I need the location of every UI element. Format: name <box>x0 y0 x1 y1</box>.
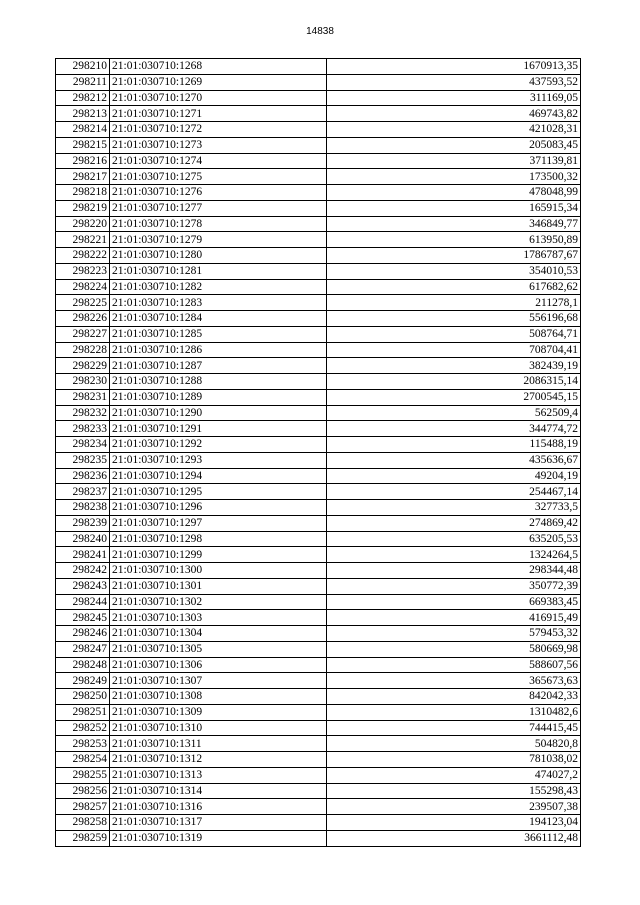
row-number-cell: 298212 <box>56 90 110 106</box>
cadastral-number-cell: 21:01:030710:1296 <box>110 500 327 516</box>
row-number-cell: 298250 <box>56 689 110 705</box>
row-number-cell: 298245 <box>56 610 110 626</box>
table-row <box>56 799 581 815</box>
cadastral-number-cell: 21:01:030710:1277 <box>110 200 327 216</box>
row-number-cell: 298229 <box>56 358 110 374</box>
table-row <box>56 74 581 90</box>
cadastral-value-table <box>55 58 581 847</box>
table-row <box>56 531 581 547</box>
table-row <box>56 216 581 232</box>
cadastral-number-cell: 21:01:030710:1286 <box>110 342 327 358</box>
cadastral-value-cell: 588607,56 <box>327 657 581 673</box>
row-number-cell: 298230 <box>56 374 110 390</box>
cadastral-value-cell: 155298,43 <box>327 783 581 799</box>
page-number: 14838 <box>306 26 334 37</box>
cadastral-number-cell: 21:01:030710:1284 <box>110 311 327 327</box>
row-number-cell: 298227 <box>56 326 110 342</box>
table-row <box>56 452 581 468</box>
row-number-cell: 298233 <box>56 421 110 437</box>
cadastral-value-cell: 508764,71 <box>327 326 581 342</box>
cadastral-number-cell: 21:01:030710:1279 <box>110 232 327 248</box>
table-row <box>56 783 581 799</box>
row-number-cell: 298217 <box>56 169 110 185</box>
cadastral-number-cell: 21:01:030710:1314 <box>110 783 327 799</box>
table-row <box>56 515 581 531</box>
cadastral-number-cell: 21:01:030710:1312 <box>110 752 327 768</box>
cadastral-number-cell: 21:01:030710:1301 <box>110 578 327 594</box>
table-row <box>56 767 581 783</box>
cadastral-number-cell: 21:01:030710:1307 <box>110 673 327 689</box>
cadastral-value-cell: 3661112,48 <box>327 830 581 846</box>
table-row <box>56 641 581 657</box>
cadastral-value-cell: 478048,99 <box>327 185 581 201</box>
cadastral-number-cell: 21:01:030710:1268 <box>110 59 327 75</box>
cadastral-value-cell: 669383,45 <box>327 594 581 610</box>
cadastral-value-cell: 211278,1 <box>327 295 581 311</box>
table-row <box>56 90 581 106</box>
row-number-cell: 298259 <box>56 830 110 846</box>
cadastral-number-cell: 21:01:030710:1276 <box>110 185 327 201</box>
cadastral-value-cell: 371139,81 <box>327 153 581 169</box>
table-row <box>56 295 581 311</box>
table-row <box>56 626 581 642</box>
row-number-cell: 298236 <box>56 468 110 484</box>
cadastral-number-cell: 21:01:030710:1272 <box>110 122 327 138</box>
cadastral-value-cell: 350772,39 <box>327 578 581 594</box>
cadastral-value-cell: 617682,62 <box>327 279 581 295</box>
table-row <box>56 169 581 185</box>
row-number-cell: 298257 <box>56 799 110 815</box>
row-number-cell: 298221 <box>56 232 110 248</box>
cadastral-number-cell: 21:01:030710:1289 <box>110 389 327 405</box>
cadastral-value-cell: 239507,38 <box>327 799 581 815</box>
cadastral-value-cell: 115488,19 <box>327 437 581 453</box>
row-number-cell: 298253 <box>56 736 110 752</box>
cadastral-value-cell: 194123,04 <box>327 815 581 831</box>
row-number-cell: 298215 <box>56 137 110 153</box>
cadastral-value-cell: 416915,49 <box>327 610 581 626</box>
table-body <box>56 59 581 847</box>
row-number-cell: 298213 <box>56 106 110 122</box>
row-number-cell: 298238 <box>56 500 110 516</box>
cadastral-value-cell: 382439,19 <box>327 358 581 374</box>
cadastral-number-cell: 21:01:030710:1316 <box>110 799 327 815</box>
cadastral-value-cell: 1670913,35 <box>327 59 581 75</box>
table-row <box>56 547 581 563</box>
cadastral-value-cell: 556196,68 <box>327 311 581 327</box>
table-row <box>56 232 581 248</box>
row-number-cell: 298237 <box>56 484 110 500</box>
table-row <box>56 563 581 579</box>
cadastral-value-cell: 1786787,67 <box>327 248 581 264</box>
cadastral-value-cell: 354010,53 <box>327 263 581 279</box>
table-row <box>56 59 581 75</box>
cadastral-number-cell: 21:01:030710:1290 <box>110 405 327 421</box>
table-row <box>56 657 581 673</box>
cadastral-number-cell: 21:01:030710:1291 <box>110 421 327 437</box>
row-number-cell: 298241 <box>56 547 110 563</box>
table-row <box>56 830 581 846</box>
table-row <box>56 578 581 594</box>
cadastral-value-cell: 2086315,14 <box>327 374 581 390</box>
cadastral-value-cell: 579453,32 <box>327 626 581 642</box>
cadastral-number-cell: 21:01:030710:1280 <box>110 248 327 264</box>
cadastral-number-cell: 21:01:030710:1304 <box>110 626 327 642</box>
table-row <box>56 815 581 831</box>
row-number-cell: 298242 <box>56 563 110 579</box>
cadastral-number-cell: 21:01:030710:1269 <box>110 74 327 90</box>
cadastral-value-cell: 435636,67 <box>327 452 581 468</box>
cadastral-number-cell: 21:01:030710:1270 <box>110 90 327 106</box>
table-row <box>56 374 581 390</box>
cadastral-value-cell: 346849,77 <box>327 216 581 232</box>
table-row <box>56 736 581 752</box>
table-row <box>56 704 581 720</box>
row-number-cell: 298239 <box>56 515 110 531</box>
cadastral-value-cell: 613950,89 <box>327 232 581 248</box>
cadastral-number-cell: 21:01:030710:1300 <box>110 563 327 579</box>
cadastral-number-cell: 21:01:030710:1308 <box>110 689 327 705</box>
row-number-cell: 298214 <box>56 122 110 138</box>
table-row <box>56 673 581 689</box>
cadastral-number-cell: 21:01:030710:1303 <box>110 610 327 626</box>
cadastral-value-cell: 327733,5 <box>327 500 581 516</box>
cadastral-value-cell: 580669,98 <box>327 641 581 657</box>
table-row <box>56 437 581 453</box>
cadastral-value-cell: 274869,42 <box>327 515 581 531</box>
table-row <box>56 500 581 516</box>
cadastral-value-cell: 469743,82 <box>327 106 581 122</box>
table-row <box>56 689 581 705</box>
cadastral-number-cell: 21:01:030710:1297 <box>110 515 327 531</box>
table-row <box>56 279 581 295</box>
cadastral-value-cell: 842042,33 <box>327 689 581 705</box>
cadastral-value-cell: 311169,05 <box>327 90 581 106</box>
cadastral-value-cell: 474027,2 <box>327 767 581 783</box>
row-number-cell: 298249 <box>56 673 110 689</box>
cadastral-value-cell: 298344,48 <box>327 563 581 579</box>
cadastral-number-cell: 21:01:030710:1317 <box>110 815 327 831</box>
table-row <box>56 311 581 327</box>
cadastral-number-cell: 21:01:030710:1298 <box>110 531 327 547</box>
row-number-cell: 298235 <box>56 452 110 468</box>
cadastral-value-cell: 344774,72 <box>327 421 581 437</box>
row-number-cell: 298220 <box>56 216 110 232</box>
cadastral-value-cell: 365673,63 <box>327 673 581 689</box>
table-row <box>56 342 581 358</box>
cadastral-value-cell: 1310482,6 <box>327 704 581 720</box>
table-row <box>56 248 581 264</box>
row-number-cell: 298211 <box>56 74 110 90</box>
cadastral-value-cell: 437593,52 <box>327 74 581 90</box>
cadastral-number-cell: 21:01:030710:1274 <box>110 153 327 169</box>
row-number-cell: 298234 <box>56 437 110 453</box>
table-row <box>56 720 581 736</box>
row-number-cell: 298254 <box>56 752 110 768</box>
cadastral-value-cell: 2700545,15 <box>327 389 581 405</box>
row-number-cell: 298223 <box>56 263 110 279</box>
row-number-cell: 298248 <box>56 657 110 673</box>
cadastral-number-cell: 21:01:030710:1293 <box>110 452 327 468</box>
cadastral-number-cell: 21:01:030710:1295 <box>110 484 327 500</box>
row-number-cell: 298210 <box>56 59 110 75</box>
table-row <box>56 389 581 405</box>
cadastral-value-cell: 562509,4 <box>327 405 581 421</box>
cadastral-number-cell: 21:01:030710:1306 <box>110 657 327 673</box>
table-row <box>56 358 581 374</box>
table-row <box>56 610 581 626</box>
cadastral-value-cell: 49204,19 <box>327 468 581 484</box>
row-number-cell: 298256 <box>56 783 110 799</box>
cadastral-number-cell: 21:01:030710:1299 <box>110 547 327 563</box>
cadastral-number-cell: 21:01:030710:1311 <box>110 736 327 752</box>
row-number-cell: 298243 <box>56 578 110 594</box>
cadastral-value-cell: 504820,8 <box>327 736 581 752</box>
row-number-cell: 298255 <box>56 767 110 783</box>
cadastral-number-cell: 21:01:030710:1275 <box>110 169 327 185</box>
cadastral-number-cell: 21:01:030710:1288 <box>110 374 327 390</box>
row-number-cell: 298228 <box>56 342 110 358</box>
table-row <box>56 468 581 484</box>
cadastral-number-cell: 21:01:030710:1302 <box>110 594 327 610</box>
cadastral-value-cell: 635205,53 <box>327 531 581 547</box>
cadastral-number-cell: 21:01:030710:1294 <box>110 468 327 484</box>
cadastral-number-cell: 21:01:030710:1282 <box>110 279 327 295</box>
cadastral-value-cell: 165915,34 <box>327 200 581 216</box>
table-row <box>56 200 581 216</box>
table-row <box>56 263 581 279</box>
cadastral-number-cell: 21:01:030710:1313 <box>110 767 327 783</box>
row-number-cell: 298252 <box>56 720 110 736</box>
row-number-cell: 298246 <box>56 626 110 642</box>
table-row <box>56 326 581 342</box>
table-row <box>56 484 581 500</box>
cadastral-value-cell: 744415,45 <box>327 720 581 736</box>
cadastral-value-cell: 708704,41 <box>327 342 581 358</box>
table-row <box>56 137 581 153</box>
row-number-cell: 298226 <box>56 311 110 327</box>
row-number-cell: 298258 <box>56 815 110 831</box>
cadastral-number-cell: 21:01:030710:1285 <box>110 326 327 342</box>
cadastral-value-cell: 173500,32 <box>327 169 581 185</box>
table-row <box>56 122 581 138</box>
cadastral-value-cell: 1324264,5 <box>327 547 581 563</box>
row-number-cell: 298244 <box>56 594 110 610</box>
cadastral-value-cell: 421028,31 <box>327 122 581 138</box>
table-row <box>56 405 581 421</box>
cadastral-number-cell: 21:01:030710:1287 <box>110 358 327 374</box>
cadastral-number-cell: 21:01:030710:1309 <box>110 704 327 720</box>
row-number-cell: 298247 <box>56 641 110 657</box>
row-number-cell: 298216 <box>56 153 110 169</box>
cadastral-number-cell: 21:01:030710:1310 <box>110 720 327 736</box>
cadastral-number-cell: 21:01:030710:1292 <box>110 437 327 453</box>
table-row <box>56 752 581 768</box>
table-row <box>56 153 581 169</box>
row-number-cell: 298231 <box>56 389 110 405</box>
row-number-cell: 298251 <box>56 704 110 720</box>
row-number-cell: 298218 <box>56 185 110 201</box>
cadastral-value-cell: 781038,02 <box>327 752 581 768</box>
row-number-cell: 298232 <box>56 405 110 421</box>
table-row <box>56 594 581 610</box>
cadastral-number-cell: 21:01:030710:1283 <box>110 295 327 311</box>
table-row <box>56 106 581 122</box>
cadastral-number-cell: 21:01:030710:1305 <box>110 641 327 657</box>
row-number-cell: 298240 <box>56 531 110 547</box>
row-number-cell: 298225 <box>56 295 110 311</box>
row-number-cell: 298219 <box>56 200 110 216</box>
cadastral-number-cell: 21:01:030710:1319 <box>110 830 327 846</box>
row-number-cell: 298224 <box>56 279 110 295</box>
row-number-cell: 298222 <box>56 248 110 264</box>
cadastral-number-cell: 21:01:030710:1281 <box>110 263 327 279</box>
table-row <box>56 421 581 437</box>
cadastral-number-cell: 21:01:030710:1273 <box>110 137 327 153</box>
cadastral-number-cell: 21:01:030710:1278 <box>110 216 327 232</box>
cadastral-number-cell: 21:01:030710:1271 <box>110 106 327 122</box>
cadastral-value-cell: 205083,45 <box>327 137 581 153</box>
table-row <box>56 185 581 201</box>
cadastral-value-cell: 254467,14 <box>327 484 581 500</box>
